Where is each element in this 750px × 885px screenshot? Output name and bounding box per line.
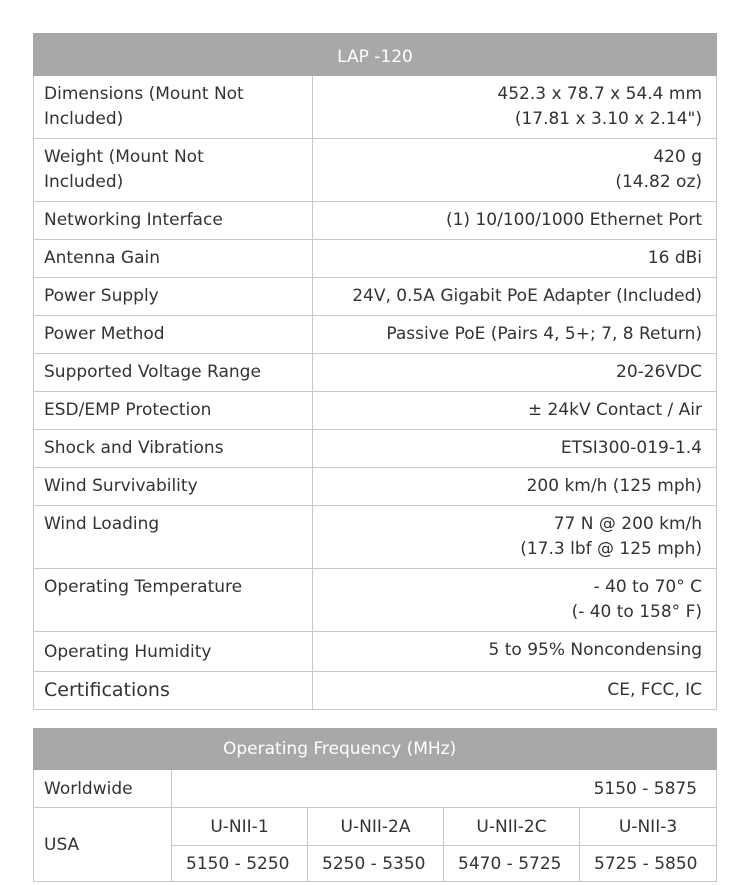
row-value: 24V, 0.5A Gigabit PoE Adapter (Included) [313, 278, 717, 316]
value-line: 420 g [653, 147, 703, 167]
row-value: 16 dBi [313, 240, 717, 278]
value-line: (17.81 x 3.10 x 2.14") [514, 109, 703, 129]
row-label: Wind Loading [34, 506, 313, 569]
table-row [34, 316, 717, 354]
value-line: - 40 to 70° C [593, 577, 703, 597]
row-value [313, 76, 717, 139]
band-header: U-NII-2C [444, 808, 580, 846]
specifications-table [33, 33, 717, 710]
table-row [34, 808, 717, 846]
table-row [34, 202, 717, 240]
row-label: Operating Humidity [34, 632, 313, 672]
band-range: 5470 - 5725 [444, 846, 580, 882]
band-header: U-NII-2A [308, 808, 444, 846]
row-label: Power Method [34, 316, 313, 354]
band-header: U-NII-3 [580, 808, 717, 846]
table-title: LAP -120 [34, 34, 717, 76]
row-label: Certifications [34, 672, 313, 710]
row-label: Networking Interface [34, 202, 313, 240]
label-line: Included) [44, 172, 124, 192]
row-label: Antenna Gain [34, 240, 313, 278]
table-row [34, 468, 717, 506]
row-value [313, 569, 717, 632]
row-label [34, 139, 313, 202]
operating-frequency-table [33, 728, 717, 882]
row-label: Worldwide [34, 770, 172, 808]
band-header: U-NII-1 [172, 808, 308, 846]
row-value [313, 139, 717, 202]
row-label: Operating Temperature [34, 569, 313, 632]
table-row [34, 672, 717, 710]
band-range: 5150 - 5250 [172, 846, 308, 882]
table-row [34, 392, 717, 430]
row-value: 5 to 95% Noncondensing [313, 632, 717, 672]
row-value: 20-26VDC [313, 354, 717, 392]
row-value: (1) 10/100/1000 Ethernet Port [313, 202, 717, 240]
row-label [34, 76, 313, 139]
row-value: Passive PoE (Pairs 4, 5+; 7, 8 Return) [313, 316, 717, 354]
table-row [34, 354, 717, 392]
table-row [34, 569, 717, 632]
band-range: 5725 - 5850 [580, 846, 717, 882]
value-line: 77 N @ 200 km/h [553, 514, 703, 534]
row-label: Wind Survivability [34, 468, 313, 506]
row-value: ± 24kV Contact / Air [313, 392, 717, 430]
row-value: 5150 - 5875 [172, 770, 717, 808]
row-label: USA [34, 808, 172, 882]
label-line: Weight (Mount Not [44, 147, 204, 167]
table-title: Operating Frequency (MHz) [34, 729, 717, 770]
label-line: Dimensions (Mount Not [44, 84, 244, 104]
table-row [34, 430, 717, 468]
table-row [34, 770, 717, 808]
table-row [34, 632, 717, 672]
row-label: ESD/EMP Protection [34, 392, 313, 430]
table-row [34, 278, 717, 316]
row-value: CE, FCC, IC [313, 672, 717, 710]
row-label: Supported Voltage Range [34, 354, 313, 392]
value-line: (14.82 oz) [615, 172, 703, 192]
value-line: 452.3 x 78.7 x 54.4 mm [497, 84, 703, 104]
row-value: 200 km/h (125 mph) [313, 468, 717, 506]
table-row [34, 240, 717, 278]
value-line: (17.3 lbf @ 125 mph) [520, 539, 703, 559]
row-value: ETSI300-019-1.4 [313, 430, 717, 468]
label-line: Included) [44, 109, 124, 129]
value-line: (- 40 to 158° F) [571, 602, 703, 622]
row-label: Shock and Vibrations [34, 430, 313, 468]
table-row [34, 76, 717, 139]
row-label: Power Supply [34, 278, 313, 316]
table-row [34, 139, 717, 202]
row-value [313, 506, 717, 569]
table-row [34, 506, 717, 569]
band-range: 5250 - 5350 [308, 846, 444, 882]
